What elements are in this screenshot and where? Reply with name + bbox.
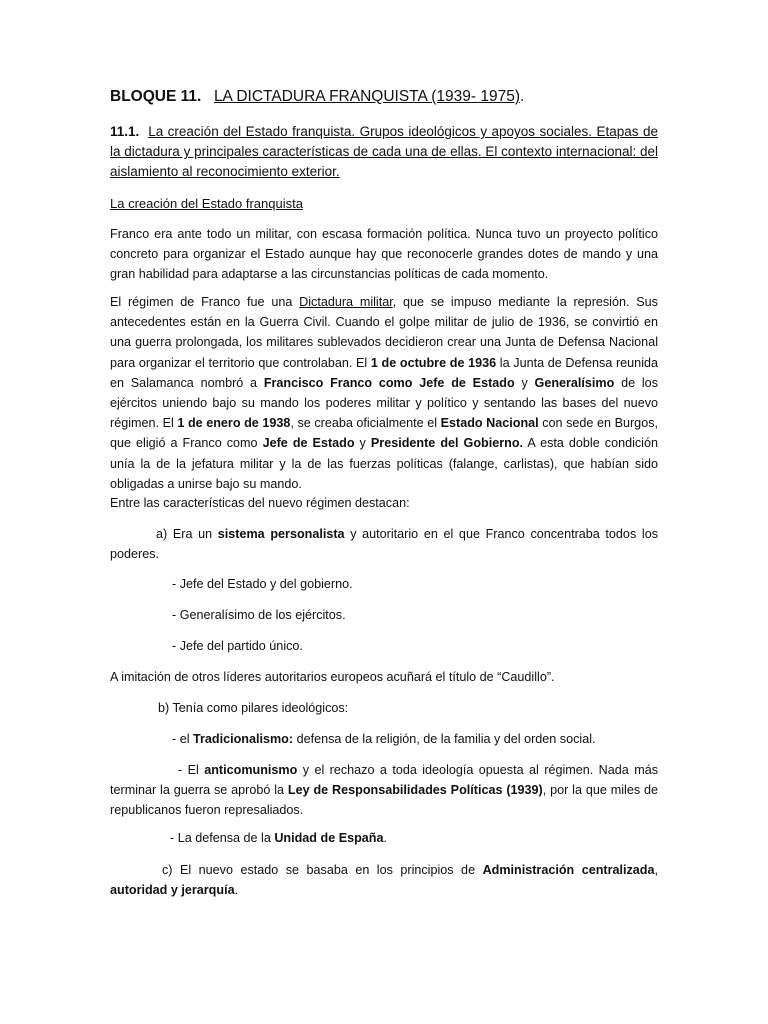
section-heading	[110, 122, 658, 182]
item-b: b) Tenía como pilares ideológicos:	[158, 701, 349, 715]
list-item: - Generalísimo de los ejércitos.	[172, 608, 346, 622]
item-b3: - La defensa de la Unidad de España.	[170, 831, 387, 845]
paragraph-4: A imitación de otros líderes autoritarios europeos acuñará el título de “Caudillo”.	[110, 670, 555, 684]
paragraph-1: Franco era ante todo un militar, con escasa formación política. Nunca tuvo un proyecto político concreto para organizar el Estado aunque hay que reconocerle grandes dotes de mando y una gran habilidad para adaptarse a las circunstancias políticas de cada momento.	[110, 227, 658, 282]
section-number: 11.1.	[110, 124, 140, 139]
list-item: - Jefe del partido único.	[172, 639, 303, 653]
paragraph-3: Entre las características del nuevo régimen destacan:	[110, 496, 410, 510]
item-a: a) Era un sistema personalista y autoritario en el que Franco concentraba todos los poderes.	[110, 527, 658, 562]
item-b1: - el Tradicionalismo: defensa de la religión, de la familia y del orden social.	[172, 732, 596, 746]
item-b2: - El anticomunismo y el rechazo a toda ideología opuesta al régimen. Nada más terminar la guerra se aprobó la Ley de Responsabilidades Políticas (1939), por la que miles de republicanos fueron represaliados.	[110, 763, 658, 818]
paragraph-2: El régimen de Franco fue una Dictadura militar, que se impuso mediante la represión. Sus antecedentes están en la Guerra Civil. Cuando el golpe militar de julio de 1936, se convirtió en una guerra prolongada, los militares sublevados decidieron crear una Junta de Defensa Nacional para organizar el territorio que controlaban. El 1 de octubre de 1936 la Junta de Defensa reunida en Salamanca nombró a Francisco Franco como Jefe de Estado y Generalísimo de los ejércitos uniendo bajo su mando los poderes militar y político y sentando las bases del nuevo régimen. El 1 de enero de 1938, se creaba oficialmente el Estado Nacional con sede en Burgos, que eligió a Franco como Jefe de Estado y Presidente del Gobierno. A esta doble condición unía la de la jefatura militar y la de las fuerzas políticas (falange, carlistas), que habían sido obligadas a unirse bajo su mando.	[110, 295, 658, 491]
item-c: c) El nuevo estado se basaba en los principios de Administración centralizada, autoridad y jerarquía.	[110, 863, 659, 898]
subheading: La creación del Estado franquista	[110, 196, 303, 211]
section-text: La creación del Estado franquista. Grupos ideológicos y apoyos sociales. Etapas de la dictadura y principales características de cada una de ellas. El contexto internacional: del aislamiento al reconocimiento exterior.	[110, 124, 658, 179]
block-name: LA DICTADURA FRANQUISTA (1939- 1975)	[213, 88, 521, 105]
block-number: BLOQUE 11.	[110, 88, 202, 105]
document-title: BLOQUE 11. LA DICTADURA FRANQUISTA (1939- 1975).	[110, 88, 525, 105]
list-item: - Jefe del Estado y del gobierno.	[172, 577, 353, 591]
